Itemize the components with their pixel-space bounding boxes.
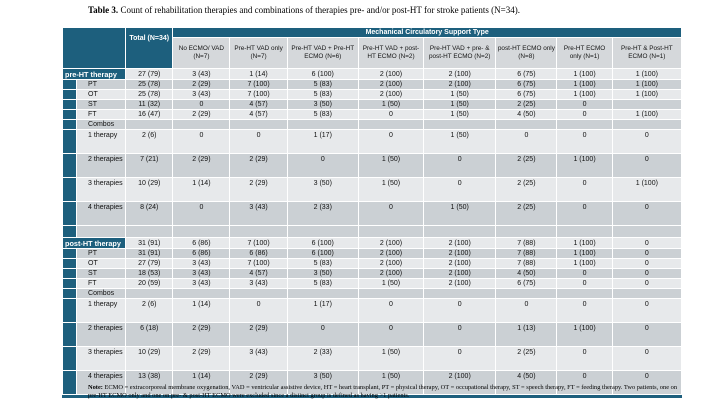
cell-value xyxy=(424,120,495,129)
row-accent-band xyxy=(63,120,76,129)
cell-value: 2 (25) xyxy=(496,178,556,201)
cell-value: 11 (32) xyxy=(126,100,172,109)
caption-label: Table 3. xyxy=(88,5,119,15)
column-header-5: post-HT ECMO only (N=8) xyxy=(496,38,556,68)
cell-value: 1 (13) xyxy=(496,323,556,346)
table-row xyxy=(63,299,681,322)
cell-value: 2 (25) xyxy=(496,347,556,370)
cell-value: 1 (100) xyxy=(613,80,681,89)
table-row xyxy=(63,202,681,225)
cell-value: 2 (100) xyxy=(424,69,495,79)
cell-value: 4 (50) xyxy=(496,371,556,394)
row-label: 4 therapies xyxy=(77,202,125,225)
cell-value: 6 (100) xyxy=(288,238,358,248)
cell-value: 1 (50) xyxy=(424,130,495,153)
cell-value: 1 (100) xyxy=(613,110,681,119)
cell-value: 2 (100) xyxy=(424,249,495,258)
cell-value: 6 (100) xyxy=(288,249,358,258)
cell-value: 0 xyxy=(557,299,611,322)
cell-value: 6 (75) xyxy=(496,90,556,99)
cell-value: 6 (86) xyxy=(173,238,229,248)
cell-value: 4 (57) xyxy=(230,110,286,119)
row-accent-band xyxy=(63,289,76,298)
cell-value: 0 xyxy=(424,178,495,201)
cell-value: 0 xyxy=(613,347,681,370)
cell-value: 1 (50) xyxy=(359,100,423,109)
cell-value: 1 (14) xyxy=(173,371,229,394)
row-label: 2 therapies xyxy=(77,323,125,346)
cell-value: 7 (21) xyxy=(126,154,172,177)
column-header-1: Pre-HT VAD only (N=7) xyxy=(230,38,286,68)
cell-value xyxy=(424,226,495,237)
cell-value xyxy=(126,120,172,129)
table-row xyxy=(63,178,681,201)
cell-value: 2 (25) xyxy=(496,154,556,177)
column-header-3: Pre-HT VAD + post-HT ECMO (N=2) xyxy=(359,38,423,68)
note-text: ECMO = extracorporeal membrane oxygenation, VAD = ventricular assistive device, HT = heart transplant, PT = physical therapy, OT = occupational therapy, ST = speech therapy, FT = feeding therapy. Two patients, one on pre-HT ECMO only and one on pre- & post-HT ECMO were excluded since a distinct group is defined as having >1 patients. xyxy=(88,384,678,399)
cell-value: 2 (29) xyxy=(173,110,229,119)
table-row xyxy=(63,279,681,288)
table-caption xyxy=(88,5,688,16)
table-row xyxy=(63,238,681,248)
table-row xyxy=(63,249,681,258)
cell-value xyxy=(126,289,172,298)
row-accent-band xyxy=(63,110,76,119)
cell-value: 13 (38) xyxy=(126,371,172,394)
cell-value: 0 xyxy=(424,154,495,177)
cell-value xyxy=(557,120,611,129)
cell-value: 0 xyxy=(613,269,681,278)
cell-value: 7 (88) xyxy=(496,249,556,258)
cell-value: 1 (100) xyxy=(557,249,611,258)
cell-value: 0 xyxy=(288,154,358,177)
cell-value: 0 xyxy=(557,371,611,394)
cell-value: 2 (100) xyxy=(359,269,423,278)
column-header-2: Pre-HT VAD + Pre-HT ECMO (N=6) xyxy=(288,38,358,68)
cell-value: 3 (43) xyxy=(173,279,229,288)
cell-value: 0 xyxy=(613,299,681,322)
cell-value: 2 (29) xyxy=(173,323,229,346)
cell-value: 2 (6) xyxy=(126,130,172,153)
cell-value: 1 (100) xyxy=(557,80,611,89)
cell-value: 8 (24) xyxy=(126,202,172,225)
cell-value: 0 xyxy=(424,323,495,346)
cell-value xyxy=(496,289,556,298)
row-label: FT xyxy=(77,279,125,288)
cell-value: 1 (14) xyxy=(173,299,229,322)
cell-value: 0 xyxy=(557,130,611,153)
cell-value: 27 (79) xyxy=(126,259,172,268)
cell-value: 3 (43) xyxy=(230,279,286,288)
cell-value: 1 (100) xyxy=(613,69,681,79)
cell-value xyxy=(288,120,358,129)
row-accent-band xyxy=(63,249,76,258)
cell-value: 5 (83) xyxy=(288,279,358,288)
mcs-group-header: Mechanical Circulatory Support Type xyxy=(173,28,681,37)
cell-value: 2 (100) xyxy=(424,238,495,248)
cell-value: 31 (91) xyxy=(126,238,172,248)
cell-value: 2 (25) xyxy=(496,202,556,225)
row-label: Combos xyxy=(77,289,125,298)
cell-value xyxy=(496,226,556,237)
cell-value: 2 (100) xyxy=(359,249,423,258)
cell-value: 6 (86) xyxy=(230,249,286,258)
cell-value: 1 (100) xyxy=(557,69,611,79)
cell-value: 0 xyxy=(359,202,423,225)
row-accent-band xyxy=(63,100,76,109)
rehab-therapy-table-wrapper xyxy=(62,27,682,398)
cell-value: 0 xyxy=(424,299,495,322)
cell-value xyxy=(230,120,286,129)
column-header-4: Pre-HT VAD + pre- & post-HT ECMO (N=2) xyxy=(424,38,495,68)
cell-value: 3 (43) xyxy=(230,202,286,225)
cell-value: 0 xyxy=(557,269,611,278)
cell-value: 0 xyxy=(359,299,423,322)
cell-value: 5 (83) xyxy=(288,90,358,99)
cell-value: 6 (18) xyxy=(126,323,172,346)
cell-value: 1 (50) xyxy=(424,100,495,109)
cell-value: 0 xyxy=(557,178,611,201)
cell-value: 1 (100) xyxy=(557,154,611,177)
cell-value xyxy=(288,289,358,298)
cell-value xyxy=(557,289,611,298)
row-accent-band xyxy=(63,130,76,153)
cell-value: 2 (100) xyxy=(359,80,423,89)
cell-value: 3 (43) xyxy=(173,69,229,79)
header-row-top xyxy=(63,28,681,37)
column-header-7: Pre-HT & Post-HT ECMO (N=1) xyxy=(613,38,681,68)
cell-value xyxy=(557,226,611,237)
cell-value xyxy=(424,289,495,298)
row-accent-band xyxy=(63,299,76,322)
cell-value: 3 (43) xyxy=(173,90,229,99)
row-label: OT xyxy=(77,259,125,268)
row-label: 2 therapies xyxy=(77,154,125,177)
cell-value: 0 xyxy=(173,202,229,225)
cell-value: 6 (100) xyxy=(288,69,358,79)
cell-value: 1 (100) xyxy=(557,90,611,99)
cell-value xyxy=(359,289,423,298)
table-row xyxy=(63,120,681,129)
cell-value xyxy=(173,289,229,298)
row-label: OT xyxy=(77,90,125,99)
row-accent-band xyxy=(63,202,76,225)
row-accent-band xyxy=(63,279,76,288)
cell-value: 0 xyxy=(496,299,556,322)
cell-value: 2 (100) xyxy=(424,371,495,394)
cell-value: 2 (29) xyxy=(173,80,229,89)
cell-value: 2 (100) xyxy=(424,80,495,89)
table-row xyxy=(63,100,681,109)
cell-value: 25 (78) xyxy=(126,80,172,89)
cell-value: 3 (43) xyxy=(173,259,229,268)
cell-value: 2 (29) xyxy=(173,154,229,177)
cell-value xyxy=(613,289,681,298)
cell-value xyxy=(613,100,681,109)
cell-value: 2 (100) xyxy=(359,238,423,248)
table-row xyxy=(63,289,681,298)
table-row xyxy=(63,154,681,177)
cell-value: 2 (29) xyxy=(230,371,286,394)
row-accent-band xyxy=(63,90,76,99)
table-note xyxy=(88,384,686,399)
cell-value: 31 (91) xyxy=(126,249,172,258)
cell-value: 0 xyxy=(613,259,681,268)
cell-value: 0 xyxy=(613,238,681,248)
cell-value: 0 xyxy=(557,347,611,370)
table-row xyxy=(63,269,681,278)
row-accent-band xyxy=(63,371,76,394)
cell-value: 5 (83) xyxy=(288,110,358,119)
cell-value: 2 (100) xyxy=(424,259,495,268)
cell-value: 2 (29) xyxy=(230,178,286,201)
cell-value: 1 (100) xyxy=(557,323,611,346)
row-accent-band xyxy=(63,154,76,177)
cell-value: 0 xyxy=(359,110,423,119)
cell-value: 2 (100) xyxy=(424,279,495,288)
cell-value: 3 (43) xyxy=(173,269,229,278)
cell-value: 3 (50) xyxy=(288,178,358,201)
table-row xyxy=(63,69,681,79)
table-row xyxy=(63,130,681,153)
section-row-label: post-HT therapy xyxy=(63,238,125,248)
cell-value: 3 (50) xyxy=(288,371,358,394)
cell-value: 2 (100) xyxy=(359,69,423,79)
cell-value: 0 xyxy=(230,130,286,153)
cell-value xyxy=(613,226,681,237)
cell-value: 4 (57) xyxy=(230,100,286,109)
cell-value: 1 (17) xyxy=(288,299,358,322)
cell-value: 7 (100) xyxy=(230,90,286,99)
row-label: 3 therapies xyxy=(77,178,125,201)
table-row xyxy=(63,347,681,370)
cell-value: 1 (50) xyxy=(359,371,423,394)
cell-value: 20 (59) xyxy=(126,279,172,288)
cell-value: 1 (50) xyxy=(424,90,495,99)
column-header-0: No ECMO/ VAD (N=7) xyxy=(173,38,229,68)
cell-value: 0 xyxy=(557,110,611,119)
table-row xyxy=(63,259,681,268)
cell-value: 0 xyxy=(173,130,229,153)
cell-value: 1 (14) xyxy=(173,178,229,201)
cell-value: 0 xyxy=(557,100,611,109)
row-label: ST xyxy=(77,100,125,109)
cell-value: 1 (50) xyxy=(359,279,423,288)
cell-value: 1 (17) xyxy=(288,130,358,153)
cell-value: 1 (50) xyxy=(359,347,423,370)
row-label: 4 therapies xyxy=(77,371,125,394)
cell-value: 0 xyxy=(613,202,681,225)
row-label: 1 therapy xyxy=(77,299,125,322)
cell-value xyxy=(173,120,229,129)
cell-value xyxy=(613,120,681,129)
row-accent-band xyxy=(63,347,76,370)
cell-value: 18 (53) xyxy=(126,269,172,278)
caption-text: Count of rehabilitation therapies and combinations of therapies pre- and/or post-HT for stroke patients (N=34). xyxy=(120,5,520,15)
cell-value: 2 (29) xyxy=(230,323,286,346)
cell-value: 2 (33) xyxy=(288,202,358,225)
spacer-row xyxy=(63,226,681,237)
cell-value: 0 xyxy=(288,323,358,346)
cell-value: 4 (50) xyxy=(496,110,556,119)
corner-cell xyxy=(63,28,125,68)
cell-value: 2 (6) xyxy=(126,299,172,322)
row-label xyxy=(77,226,125,237)
cell-value: 5 (83) xyxy=(288,80,358,89)
cell-value: 0 xyxy=(613,279,681,288)
row-accent-band xyxy=(63,178,76,201)
cell-value xyxy=(359,120,423,129)
cell-value: 2 (25) xyxy=(496,100,556,109)
cell-value: 0 xyxy=(424,347,495,370)
cell-value: 0 xyxy=(230,299,286,322)
row-accent-band xyxy=(63,226,76,237)
cell-value: 2 (100) xyxy=(359,259,423,268)
row-label: PT xyxy=(77,249,125,258)
cell-value: 0 xyxy=(173,100,229,109)
cell-value xyxy=(230,289,286,298)
cell-value: 10 (29) xyxy=(126,178,172,201)
cell-value: 3 (43) xyxy=(230,347,286,370)
cell-value: 0 xyxy=(359,323,423,346)
cell-value: 0 xyxy=(359,130,423,153)
cell-value: 0 xyxy=(613,323,681,346)
row-accent-band xyxy=(63,80,76,89)
row-accent-band xyxy=(63,269,76,278)
cell-value: 1 (50) xyxy=(424,110,495,119)
cell-value: 6 (75) xyxy=(496,80,556,89)
cell-value xyxy=(496,120,556,129)
cell-value xyxy=(359,226,423,237)
cell-value: 0 xyxy=(496,130,556,153)
cell-value: 1 (50) xyxy=(359,178,423,201)
rehab-therapy-table xyxy=(62,27,682,395)
cell-value: 1 (100) xyxy=(613,90,681,99)
row-label: PT xyxy=(77,80,125,89)
cell-value: 1 (100) xyxy=(557,259,611,268)
cell-value: 4 (57) xyxy=(230,269,286,278)
cell-value: 0 xyxy=(613,130,681,153)
cell-value: 2 (29) xyxy=(173,347,229,370)
row-accent-band xyxy=(63,259,76,268)
row-label: 1 therapy xyxy=(77,130,125,153)
cell-value: 1 (14) xyxy=(230,69,286,79)
cell-value: 1 (50) xyxy=(424,202,495,225)
row-label: 3 therapies xyxy=(77,347,125,370)
table-row xyxy=(63,110,681,119)
cell-value: 2 (100) xyxy=(424,269,495,278)
cell-value: 0 xyxy=(557,202,611,225)
cell-value: 0 xyxy=(613,154,681,177)
cell-value: 1 (100) xyxy=(613,178,681,201)
cell-value: 1 (50) xyxy=(359,154,423,177)
cell-value: 7 (100) xyxy=(230,238,286,248)
note-label: Note: xyxy=(88,384,103,391)
cell-value xyxy=(288,226,358,237)
cell-value: 25 (78) xyxy=(126,90,172,99)
cell-value: 0 xyxy=(613,371,681,394)
row-accent-band xyxy=(63,323,76,346)
row-label: FT xyxy=(77,110,125,119)
cell-value xyxy=(230,226,286,237)
cell-value xyxy=(126,226,172,237)
cell-value: 6 (75) xyxy=(496,279,556,288)
cell-value: 7 (100) xyxy=(230,80,286,89)
cell-value: 7 (88) xyxy=(496,238,556,248)
table-row xyxy=(63,90,681,99)
cell-value: 0 xyxy=(557,279,611,288)
section-row-label: pre-HT therapy xyxy=(63,69,125,79)
cell-value: 6 (86) xyxy=(173,249,229,258)
cell-value: 16 (47) xyxy=(126,110,172,119)
cell-value: 27 (79) xyxy=(126,69,172,79)
cell-value: 1 (100) xyxy=(557,238,611,248)
row-label: Combos xyxy=(77,120,125,129)
row-label: ST xyxy=(77,269,125,278)
total-column-header: Total (N=34) xyxy=(126,28,172,68)
cell-value xyxy=(173,226,229,237)
cell-value: 3 (50) xyxy=(288,100,358,109)
cell-value: 2 (100) xyxy=(359,90,423,99)
cell-value: 3 (50) xyxy=(288,269,358,278)
cell-value: 7 (88) xyxy=(496,259,556,268)
column-header-6: Pre-HT ECMO only (N=1) xyxy=(557,38,611,68)
table-row xyxy=(63,80,681,89)
cell-value: 6 (75) xyxy=(496,69,556,79)
cell-value: 7 (100) xyxy=(230,259,286,268)
table-row xyxy=(63,323,681,346)
cell-value: 4 (50) xyxy=(496,269,556,278)
cell-value: 10 (29) xyxy=(126,347,172,370)
cell-value: 2 (29) xyxy=(230,154,286,177)
cell-value: 0 xyxy=(613,249,681,258)
cell-value: 5 (83) xyxy=(288,259,358,268)
cell-value: 2 (33) xyxy=(288,347,358,370)
